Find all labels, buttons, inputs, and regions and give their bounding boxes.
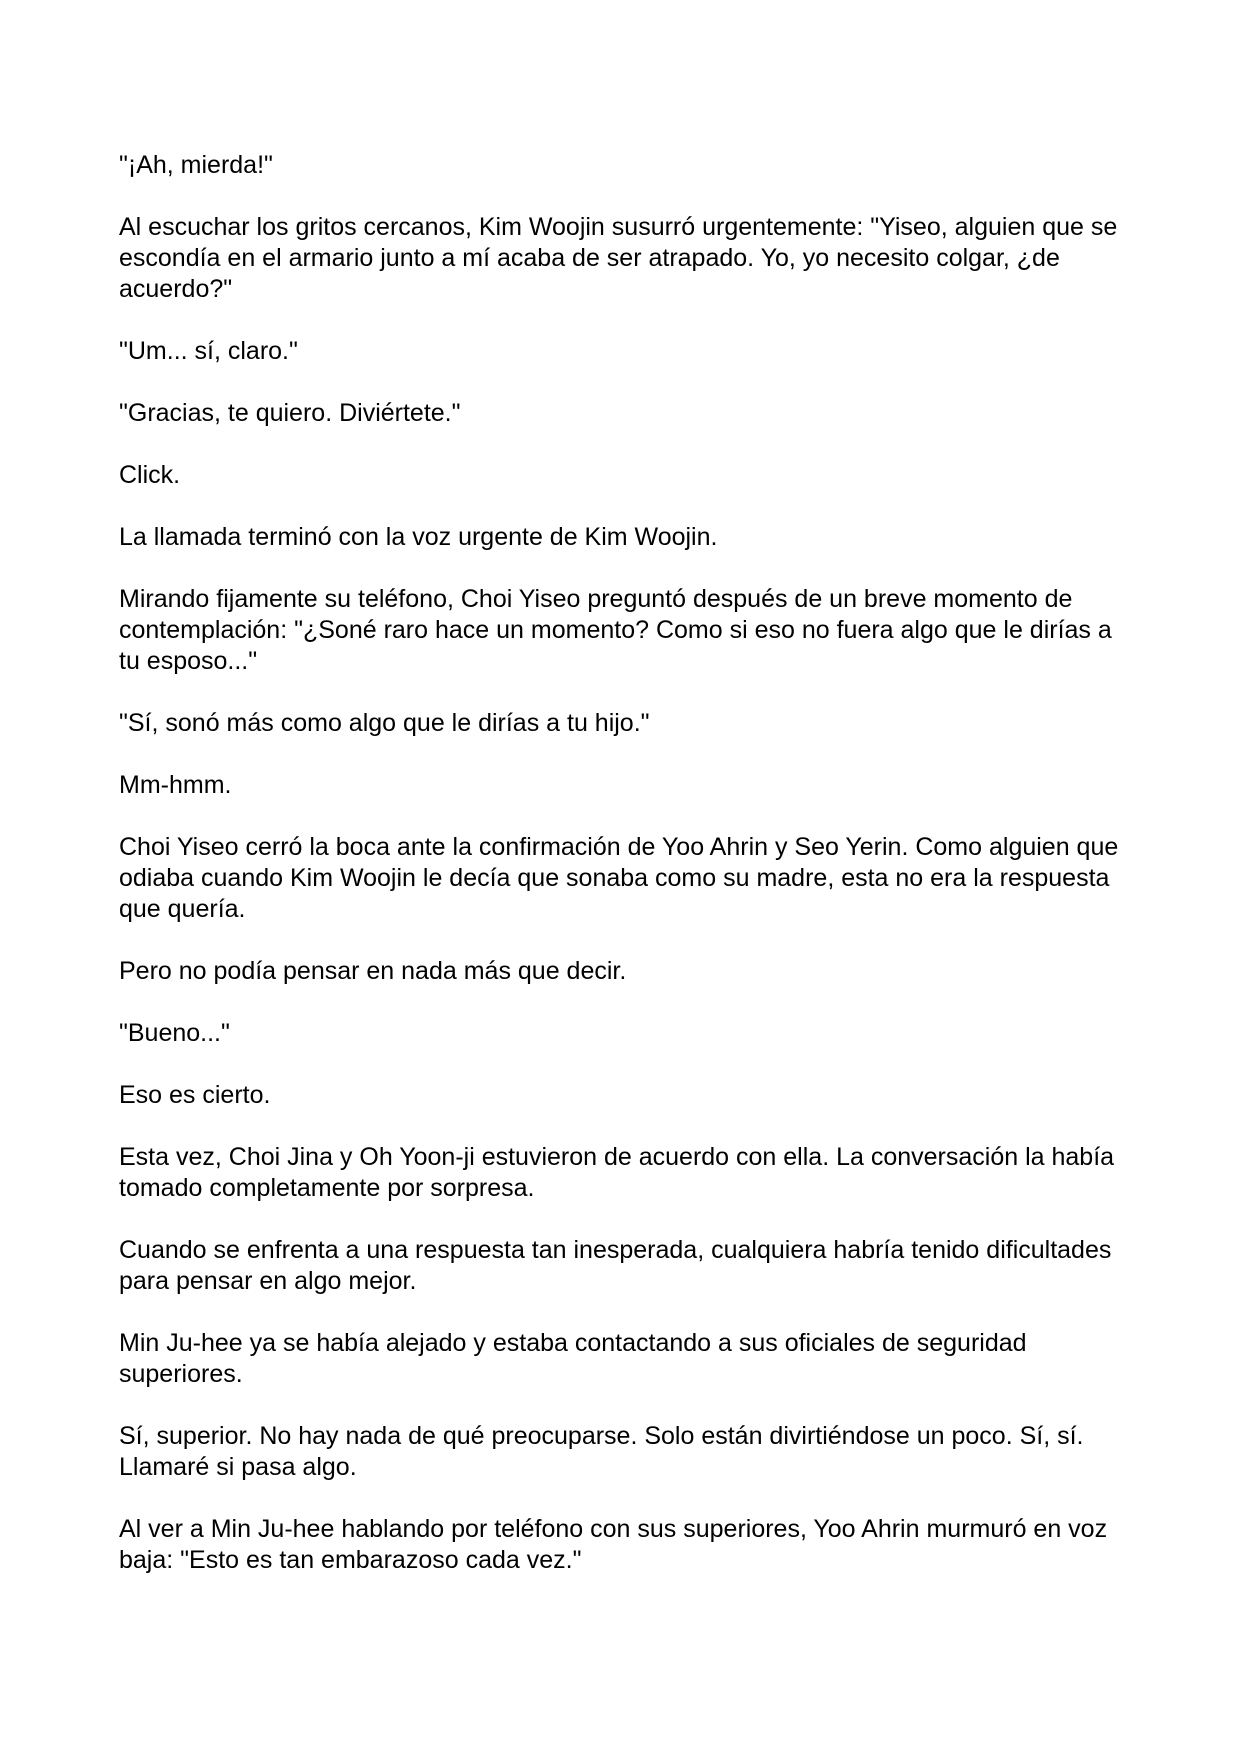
paragraph: Pero no podía pensar en nada más que decir. [119,957,627,985]
paragraph: Cuando se enfrenta a una respuesta tan inesperada, cualquiera habría tenido dificultades para pensar en algo mejor. [119,1236,1112,1295]
paragraph: Sí, superior. No hay nada de qué preocuparse. Solo están divirtiéndose un poco. Sí, sí. Llamaré si pasa algo. [119,1422,1084,1481]
paragraph: Click. [119,461,181,489]
paragraph: "Um... sí, claro." [119,337,298,365]
paragraph: "Sí, sonó más como algo que le dirías a tu hijo." [119,709,650,737]
paragraph: Mm-hmm. [119,771,232,799]
paragraph: "Gracias, te quiero. Diviértete." [119,399,461,427]
paragraph: Esta vez, Choi Jina y Oh Yoon-ji estuvieron de acuerdo con ella. La conversación la había tomado completamente por sorpresa. [119,1143,1115,1202]
paragraph: Min Ju-hee ya se había alejado y estaba contactando a sus oficiales de seguridad superiores. [119,1329,1027,1388]
document-body [119,150,1129,1607]
paragraph: Al escuchar los gritos cercanos, Kim Woojin susurró urgentemente: "Yiseo, alguien que se escondía en el armario junto a mí acaba de ser atrapado. Yo, yo necesito colgar, ¿de acuerdo?" [119,213,1118,303]
paragraph: "¡Ah, mierda!" [119,151,273,179]
paragraph: Eso es cierto. [119,1081,271,1109]
paragraph: "Bueno..." [119,1019,230,1047]
paragraph: Choi Yiseo cerró la boca ante la confirmación de Yoo Ahrin y Seo Yerin. Como alguien que odiaba cuando Kim Woojin le decía que sonaba como su madre, esta no era la respuesta que quería. [119,833,1119,923]
paragraph: Mirando fijamente su teléfono, Choi Yiseo preguntó después de un breve momento de contemplación: "¿Soné raro hace un momento? Como si eso no fuera algo que le dirías a tu esposo..." [119,585,1112,675]
paragraph: La llamada terminó con la voz urgente de Kim Woojin. [119,523,718,551]
paragraph: Al ver a Min Ju-hee hablando por teléfono con sus superiores, Yoo Ahrin murmuró en voz baja: "Esto es tan embarazoso cada vez." [119,1515,1108,1574]
